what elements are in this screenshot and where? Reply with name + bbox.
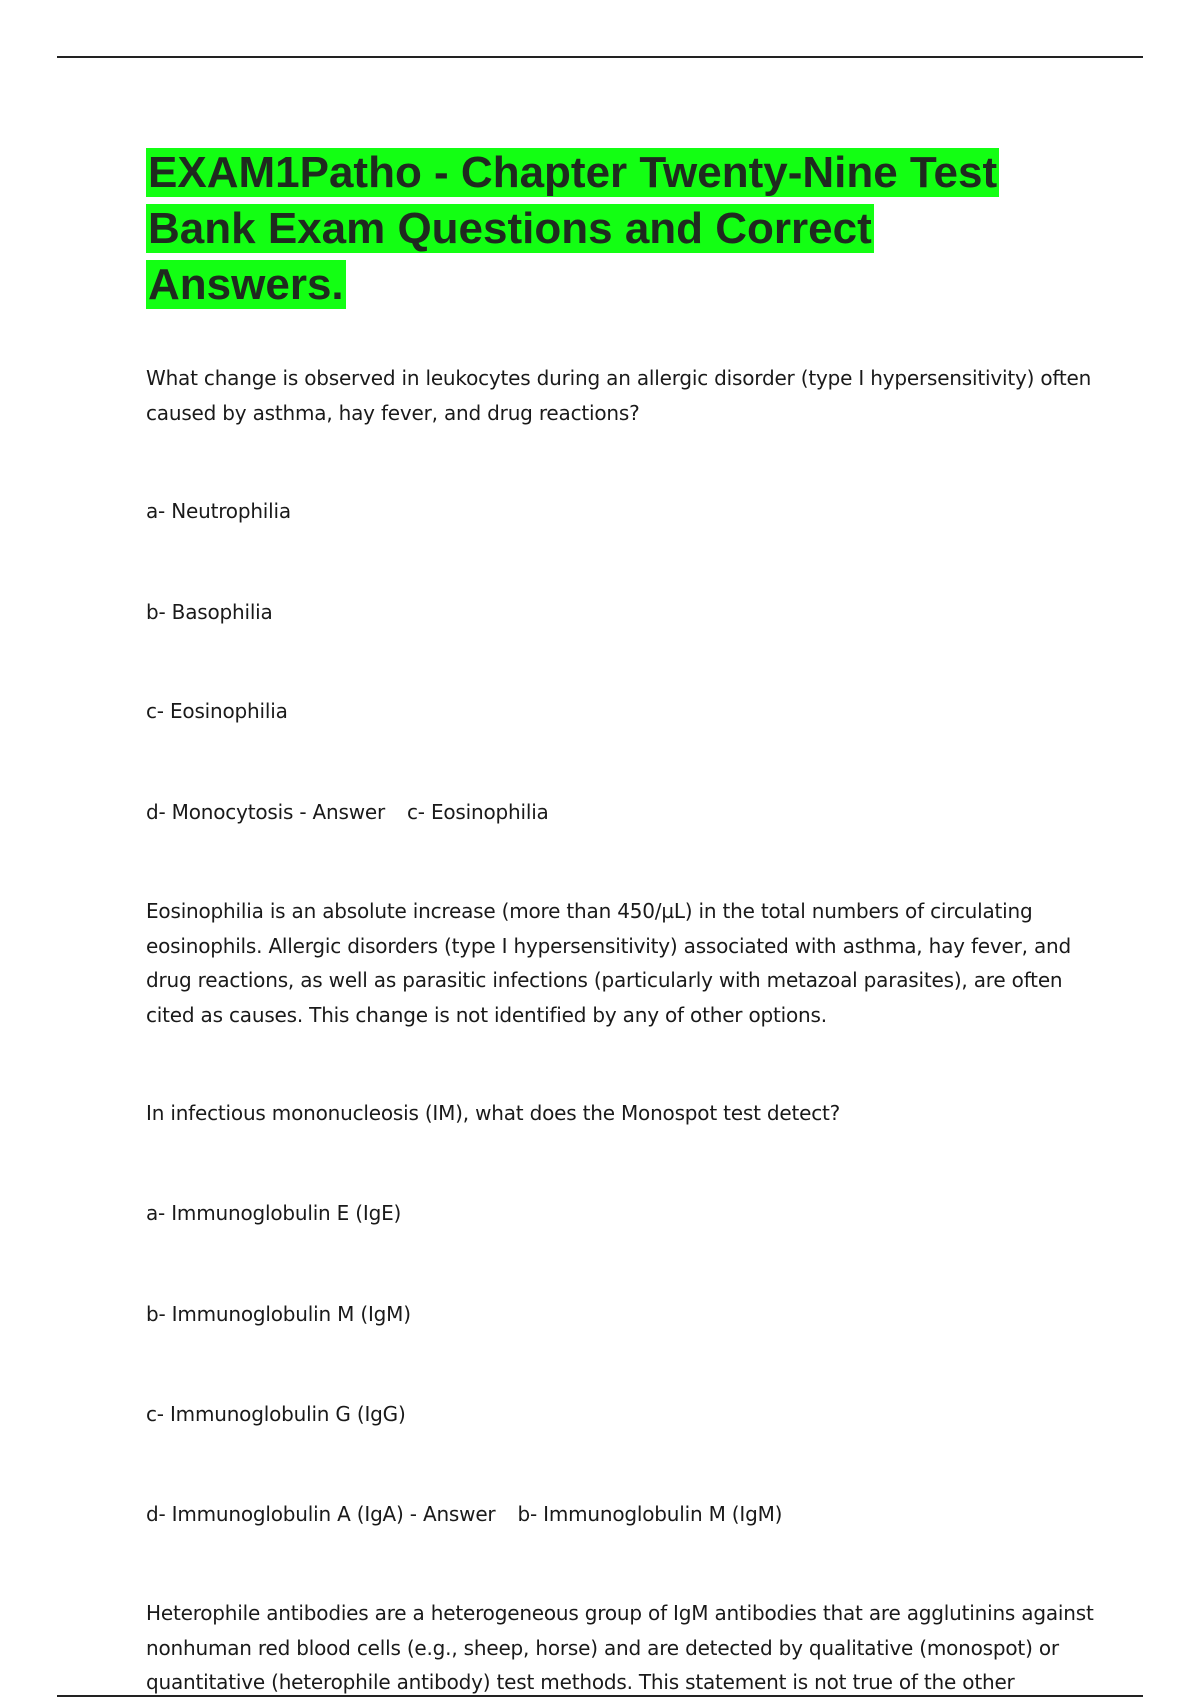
question-2-option-c: c- Immunoglobulin G (IgG) <box>146 1402 406 1426</box>
question-1-explanation: Eosinophilia is an absolute increase (more than 450/µL) in the total numbers of circulating eosinophils. Allergic disorders (type I hypersensitivity) associated with asthma, hay fever, and drug reactions, as well as parasitic infections (particularly with metazoal parasites), are often cited as causes. This change is not identified by any of other options. <box>146 899 1071 1027</box>
header-rule <box>57 56 1143 58</box>
question-1-option-d: d- Monocytosis - Answer <box>146 800 385 824</box>
question-1-text: What change is observed in leukocytes during an allergic disorder (type I hypersensitivity) often caused by asthma, hay fever, and drug reactions? <box>146 366 1092 425</box>
question-2-option-a: a- Immunoglobulin E (IgE) <box>146 1201 402 1225</box>
question-1-answer: c- Eosinophilia <box>406 800 549 824</box>
document-title <box>146 145 1046 313</box>
question-2-text: In infectious mononucleosis (IM), what does the Monospot test detect? <box>146 1101 841 1125</box>
question-2-answer: b- Immunoglobulin M (IgM) <box>517 1502 783 1526</box>
question-1-option-c: c- Eosinophilia <box>146 699 288 723</box>
question-2-option-d-answer <box>146 1497 1096 1532</box>
question-1-option-d-answer <box>146 795 1096 830</box>
question-2-option-d: d- Immunoglobulin A (IgA) - Answer <box>146 1502 496 1526</box>
question-2-option-b: b- Immunoglobulin M (IgM) <box>146 1302 411 1326</box>
footer-rule <box>57 1695 1143 1697</box>
question-1-option-a: a- Neutrophilia <box>146 499 291 523</box>
document-title-text: EXAM1Patho - Chapter Twenty-Nine Test Bank Exam Questions and Correct Answers. <box>148 148 998 309</box>
question-1-option-b: b- Basophilia <box>146 600 273 624</box>
question-2-explanation: Heterophile antibodies are a heterogeneous group of IgM antibodies that are agglutinins against nonhuman red blood cells (e.g., sheep, horse) and are detected by qualitative (monospot) or quantitative (heterophile antibody) test methods. This statement is not true of the other <box>146 1601 1094 1694</box>
